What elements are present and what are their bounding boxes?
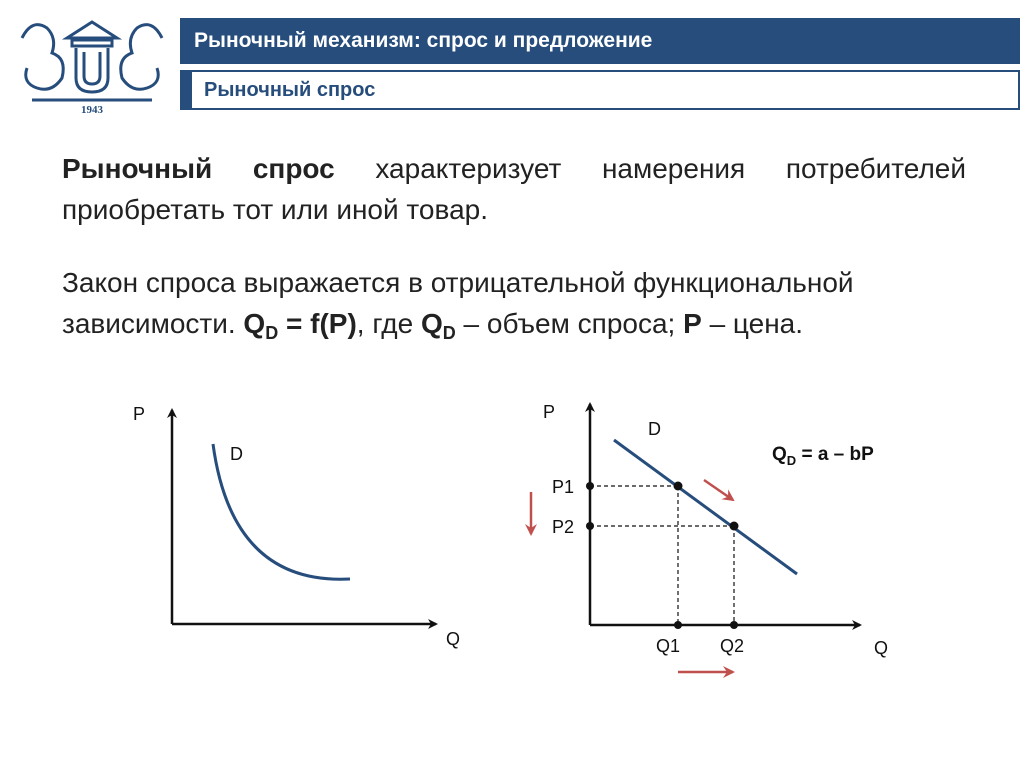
graph2-x-label: Q [874,638,889,658]
p2-label: P2 [552,517,575,537]
logo-year: 1943 [81,104,103,116]
law-text-3: – объем спроса; [455,308,684,339]
q2-tick [730,621,738,629]
law-q-sub: D [442,323,456,343]
q2-label: Q2 [720,636,745,656]
law-text-1: Закон спроса выражается в отрицательной функциональной зависимости. [62,267,854,339]
graph1 [133,404,460,649]
subheader-title: Рыночный спрос [204,78,376,101]
formula-sub: D [786,453,797,468]
graph2-y-label: P [543,402,556,422]
header-title: Рыночный механизм: спрос и предложение [194,29,653,52]
law-formula-q: Q [243,308,266,339]
graph1-x-label: Q [446,629,461,649]
law-formula-sub: D [265,323,279,343]
law-q: Q [420,308,443,339]
formula-rest: = a – bP [796,444,874,465]
graph1-demand-curve [213,444,350,579]
q1-tick [674,621,682,629]
p2-tick [586,522,594,530]
definition-term: Рыночный спрос [62,153,335,184]
graph2-curve-label: D [648,419,661,439]
graph1-y-label: P [133,404,146,424]
p1-tick [586,482,594,490]
p1-label: P1 [552,477,575,497]
law-text-2: , где [356,308,421,339]
formula-q: Q [772,444,787,465]
point-1 [674,482,683,491]
law-formula-rest: = f(P) [278,308,357,339]
movement-along-curve-arrow [704,480,733,500]
graph1-curve-label: D [230,444,243,464]
q1-label: Q1 [656,636,681,656]
definition-text: характеризует намерения потребителей приобретать тот или иной товар. [62,153,966,225]
graph2-demand-line [614,440,797,574]
law-text-4: – цена. [701,308,804,339]
point-2 [730,522,739,531]
graph2 [531,402,888,672]
law-p: P [683,308,702,339]
linear-demand-formula [772,444,874,466]
